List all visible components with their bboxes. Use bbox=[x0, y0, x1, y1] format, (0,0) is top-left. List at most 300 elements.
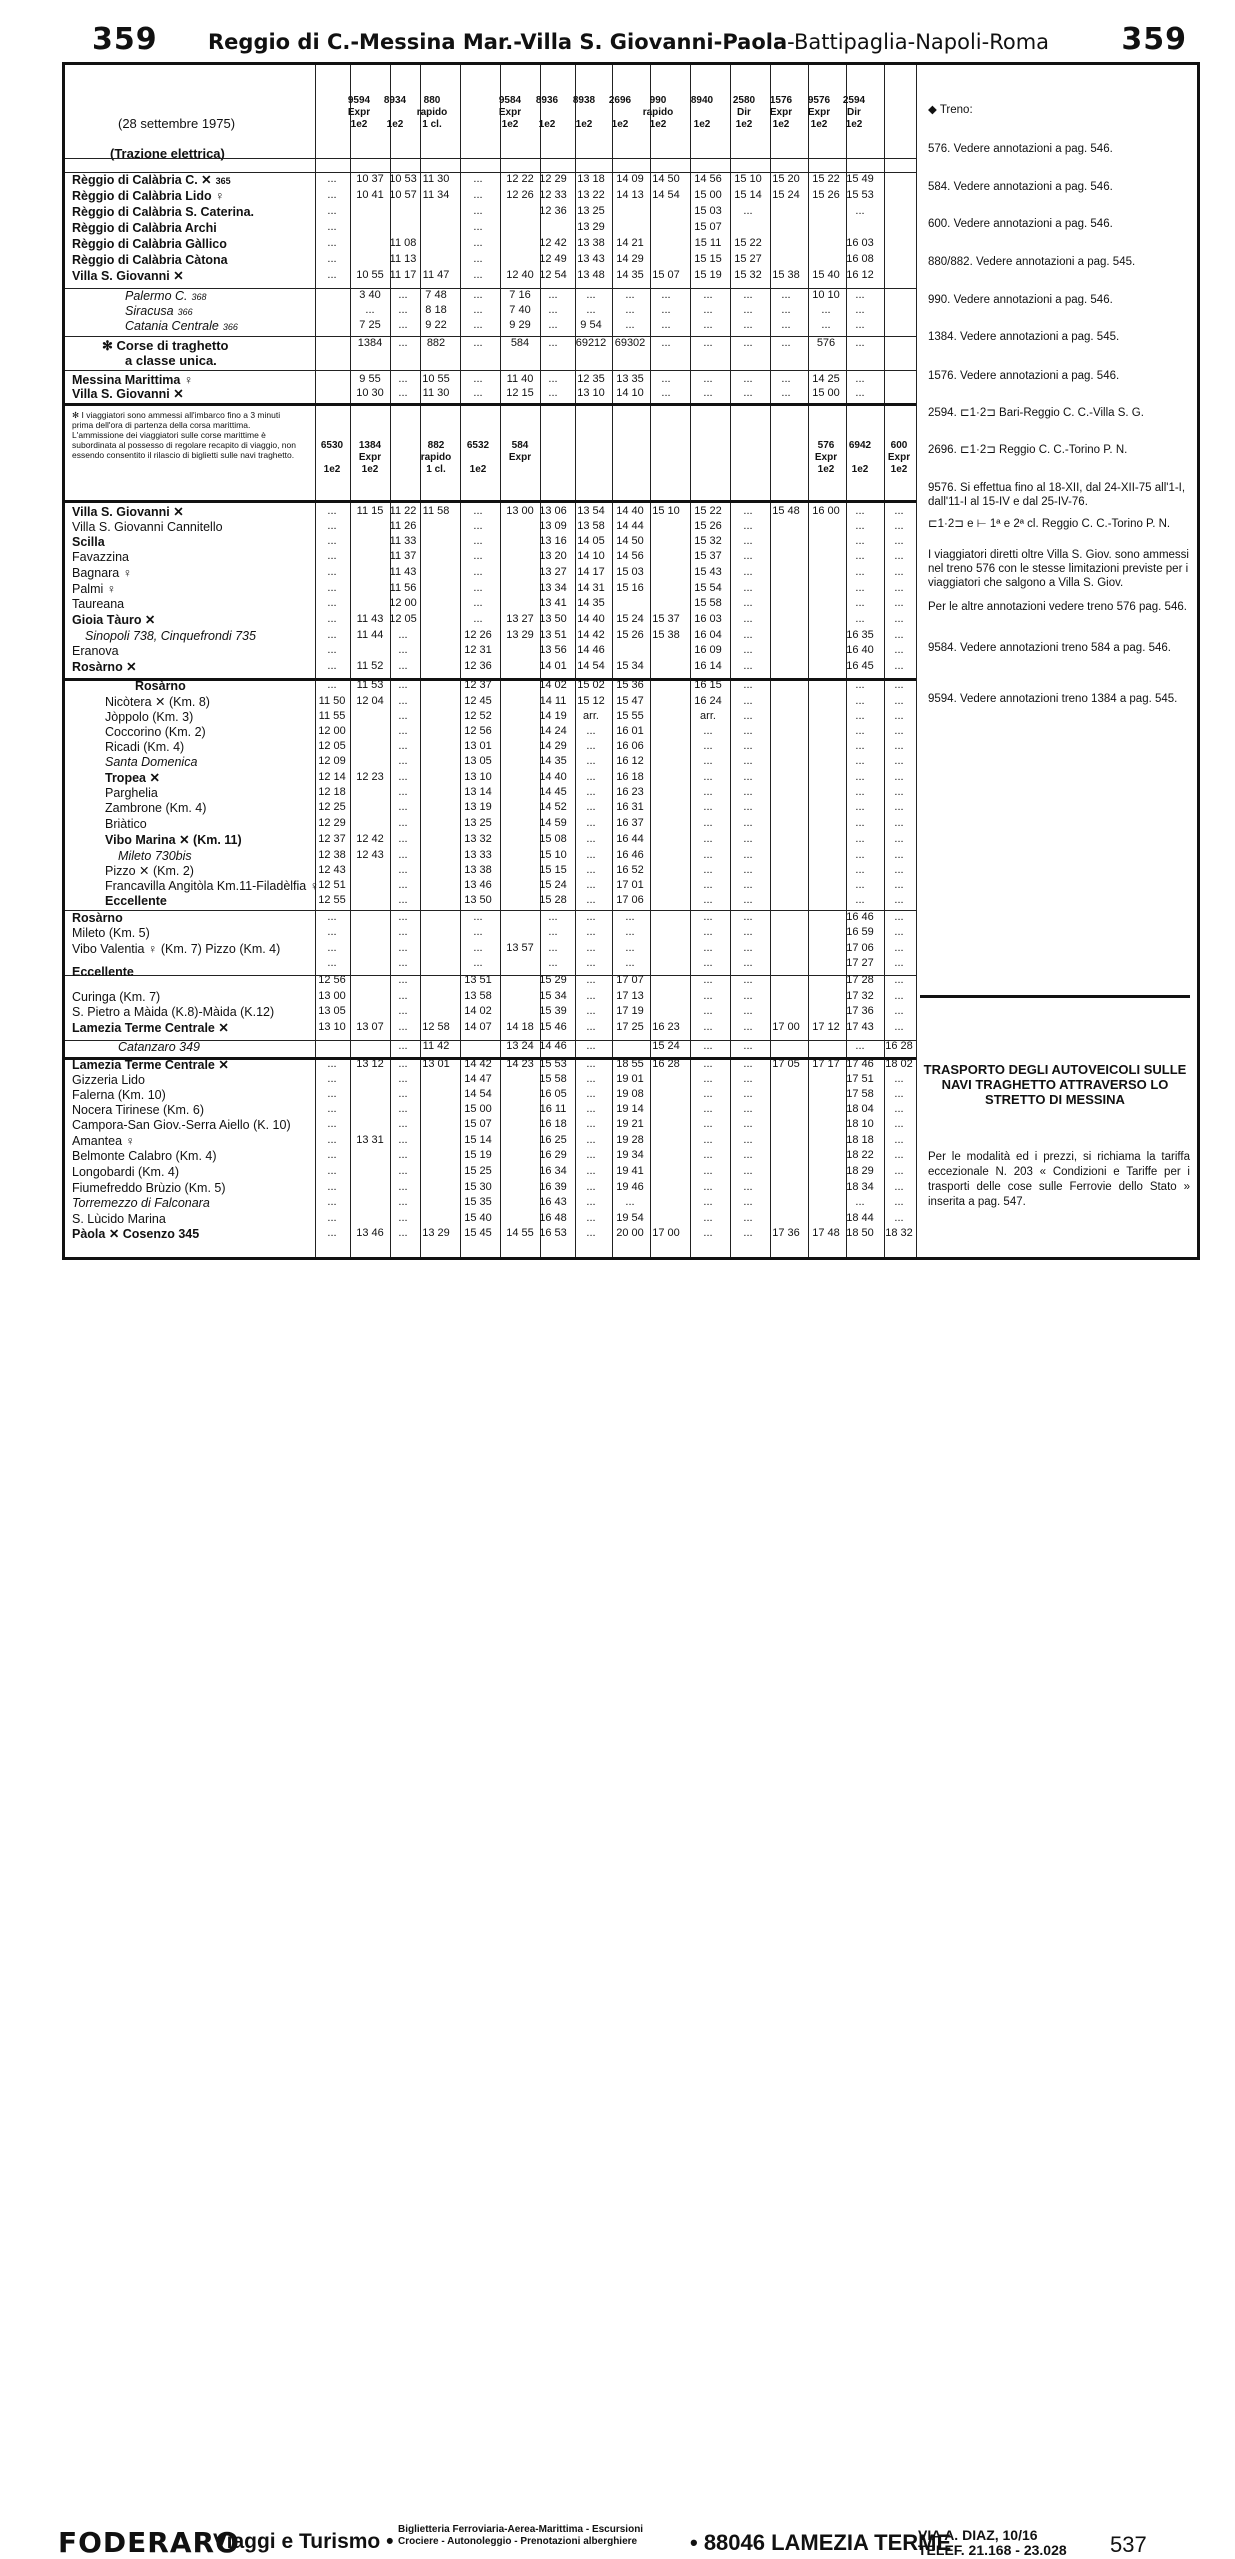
time-cell: ... bbox=[703, 1058, 713, 1070]
time-cell: ... bbox=[855, 894, 865, 906]
time-cell: ... bbox=[661, 337, 671, 349]
time-cell: ... bbox=[743, 990, 753, 1002]
time-cell: 10 53 bbox=[389, 173, 417, 185]
time-cell: ... bbox=[743, 817, 753, 829]
train-no: 880 bbox=[423, 95, 441, 106]
time-cell: 14 40 bbox=[539, 771, 567, 783]
time-cell: 15 37 bbox=[694, 550, 722, 562]
train-cls: 1e2 bbox=[611, 119, 629, 130]
time-cell: 13 33 bbox=[464, 849, 492, 861]
time-cell: 16 01 bbox=[616, 725, 644, 737]
time-cell: ... bbox=[473, 520, 483, 532]
time-cell: ... bbox=[855, 373, 865, 385]
station-label: Nocera Tirinese (Km. 6) bbox=[72, 1103, 204, 1117]
train-cat bbox=[375, 107, 415, 119]
time-cell: 16 43 bbox=[539, 1196, 567, 1208]
note-text: 990. Vedere annotazioni a pag. 546. bbox=[928, 294, 1113, 306]
time-cell: 12 36 bbox=[539, 205, 567, 217]
station-name bbox=[72, 1118, 291, 1132]
time-cell: ... bbox=[743, 1212, 753, 1224]
time-cell: 16 40 bbox=[846, 644, 874, 656]
time-cell: 12 55 bbox=[318, 894, 346, 906]
time-cell: ... bbox=[855, 613, 865, 625]
time-cell: 14 05 bbox=[577, 535, 605, 547]
station-label: Torremezzo di Falconara bbox=[72, 1196, 210, 1210]
station-label: Favazzina bbox=[72, 550, 129, 564]
time-cell: 16 35 bbox=[846, 629, 874, 641]
time-cell: ... bbox=[743, 373, 753, 385]
train-header bbox=[761, 95, 801, 131]
station-name bbox=[72, 173, 231, 188]
time-cell: 13 18 bbox=[577, 173, 605, 185]
time-cell: ... bbox=[894, 535, 904, 547]
time-cell: 11 15 bbox=[356, 505, 384, 517]
time-cell: ... bbox=[327, 582, 337, 594]
time-cell: ... bbox=[855, 550, 865, 562]
station-name bbox=[72, 1149, 217, 1163]
train-cls: 1e2 bbox=[361, 464, 379, 475]
time-cell: 18 29 bbox=[846, 1165, 874, 1177]
time-cell: ... bbox=[548, 957, 558, 969]
time-cell: ... bbox=[894, 786, 904, 798]
time-cell: 12 00 bbox=[318, 725, 346, 737]
time-cell: ... bbox=[743, 1103, 753, 1115]
time-cell: 11 34 bbox=[422, 189, 450, 201]
station-label: Catanzaro 349 bbox=[118, 1040, 201, 1054]
train-header bbox=[638, 95, 678, 131]
train-no: 1384 bbox=[358, 440, 382, 451]
time-cell: 15 10 bbox=[539, 849, 567, 861]
station-name bbox=[72, 1103, 204, 1117]
footer-city: • 88046 LAMEZIA TERME bbox=[690, 2530, 952, 2555]
train-no: 990 bbox=[649, 95, 667, 106]
train-cat: Expr bbox=[807, 107, 831, 118]
time-cell: ... bbox=[327, 1165, 337, 1177]
time-cell: 12 38 bbox=[318, 849, 346, 861]
time-cell: 11 08 bbox=[389, 237, 417, 249]
time-cell: 13 51 bbox=[464, 974, 492, 986]
station-label: S. Lùcido Marina bbox=[72, 1212, 166, 1226]
time-cell: ... bbox=[855, 289, 865, 301]
time-cell: 11 37 bbox=[389, 550, 417, 562]
time-cell: ... bbox=[586, 1196, 596, 1208]
time-cell: ... bbox=[586, 725, 596, 737]
time-cell: ... bbox=[743, 710, 753, 722]
time-cell: ... bbox=[625, 1196, 635, 1208]
time-cell: 13 27 bbox=[506, 613, 534, 625]
time-cell: ... bbox=[327, 1134, 337, 1146]
time-cell: 11 44 bbox=[356, 629, 384, 641]
time-cell: ... bbox=[894, 1196, 904, 1208]
time-cell: ... bbox=[327, 660, 337, 672]
time-cell: ... bbox=[398, 849, 408, 861]
time-cell: ... bbox=[743, 911, 753, 923]
time-cell: ... bbox=[894, 1021, 904, 1033]
time-cell: 16 31 bbox=[616, 801, 644, 813]
station-name bbox=[72, 597, 124, 611]
station-name bbox=[118, 1040, 200, 1054]
station-name bbox=[105, 725, 206, 739]
time-cell: ... bbox=[586, 1149, 596, 1161]
station-label: Jòppolo (Km. 3) bbox=[105, 710, 194, 724]
note-text: 584. Vedere annotazioni a pag. 546. bbox=[928, 181, 1113, 193]
time-cell: 14 35 bbox=[616, 269, 644, 281]
time-cell: 15 40 bbox=[812, 269, 840, 281]
time-cell: ... bbox=[743, 644, 753, 656]
time-cell: ... bbox=[703, 725, 713, 737]
time-cell: 16 05 bbox=[539, 1088, 567, 1100]
station-name bbox=[105, 786, 158, 800]
time-cell: 15 30 bbox=[464, 1181, 492, 1193]
row-divider bbox=[65, 403, 916, 406]
station-name bbox=[135, 679, 186, 693]
time-cell: ... bbox=[398, 771, 408, 783]
time-cell: ... bbox=[855, 1196, 865, 1208]
time-cell: 12 33 bbox=[539, 189, 567, 201]
station-name bbox=[72, 373, 193, 387]
time-cell: 15 07 bbox=[464, 1118, 492, 1130]
time-cell: ... bbox=[743, 1196, 753, 1208]
time-cell: ... bbox=[894, 550, 904, 562]
time-cell: 13 32 bbox=[464, 833, 492, 845]
train-cls: 1e2 bbox=[772, 119, 790, 130]
time-cell: ... bbox=[327, 221, 337, 233]
footer-services bbox=[398, 2524, 643, 2548]
time-cell: 15 14 bbox=[734, 189, 762, 201]
station-label: Falerna (Km. 10) bbox=[72, 1088, 166, 1102]
time-cell: 14 42 bbox=[577, 629, 605, 641]
station-label: Règgio di Calàbria S. Caterina. bbox=[72, 205, 254, 219]
time-cell: 14 54 bbox=[464, 1088, 492, 1100]
time-cell: ... bbox=[398, 786, 408, 798]
time-cell: 16 18 bbox=[616, 771, 644, 783]
station-name bbox=[118, 849, 192, 863]
time-cell: ... bbox=[894, 771, 904, 783]
note-text: 2594. ⊏1·2⊐ Bari-Reggio C. C.-Villa S. G. bbox=[928, 407, 1144, 419]
time-cell: 16 34 bbox=[539, 1165, 567, 1177]
train-header bbox=[527, 95, 567, 131]
time-cell: ... bbox=[473, 597, 483, 609]
time-cell: ... bbox=[548, 387, 558, 399]
time-cell: ... bbox=[398, 1021, 408, 1033]
time-cell: 13 38 bbox=[577, 237, 605, 249]
time-cell: ... bbox=[327, 189, 337, 201]
time-cell: 17 51 bbox=[846, 1073, 874, 1085]
time-cell: ... bbox=[398, 1134, 408, 1146]
time-cell: ... bbox=[703, 1196, 713, 1208]
time-cell: 15 20 bbox=[772, 173, 800, 185]
time-cell: 13 38 bbox=[464, 864, 492, 876]
station-name bbox=[72, 942, 280, 956]
note-text: Per le altre annotazioni vedere treno 576 pag. 546. bbox=[928, 601, 1187, 613]
station-name bbox=[72, 1058, 229, 1072]
time-cell: 15 27 bbox=[734, 253, 762, 265]
time-cell: ... bbox=[894, 894, 904, 906]
time-cell: 16 09 bbox=[694, 644, 722, 656]
time-cell: 14 54 bbox=[577, 660, 605, 672]
train-cat: rapido bbox=[420, 452, 452, 463]
footer-via: VIA A. DIAZ, 10/16 bbox=[918, 2527, 1038, 2543]
time-cell: 14 11 bbox=[539, 695, 567, 707]
time-cell: 14 02 bbox=[539, 679, 567, 691]
time-cell: 15 54 bbox=[694, 582, 722, 594]
time-cell: ... bbox=[398, 1165, 408, 1177]
time-cell: ... bbox=[894, 1212, 904, 1224]
time-cell: 14 23 bbox=[506, 1058, 534, 1070]
time-cell: 15 34 bbox=[616, 660, 644, 672]
time-cell: ... bbox=[586, 911, 596, 923]
time-cell: 12 05 bbox=[318, 740, 346, 752]
time-cell: ... bbox=[586, 1021, 596, 1033]
time-cell: ... bbox=[743, 1149, 753, 1161]
time-cell: 15 00 bbox=[812, 387, 840, 399]
note-text: ⊏1·2⊐ e ⊢ 1ª e 2ª cl. Reggio C. C.-Torino P. N. bbox=[928, 518, 1171, 530]
time-cell: 14 21 bbox=[616, 237, 644, 249]
time-cell: ... bbox=[398, 1181, 408, 1193]
station-label: Villa S. Giovanni ✕ bbox=[72, 269, 184, 283]
time-cell: ... bbox=[625, 926, 635, 938]
time-cell: 14 40 bbox=[577, 613, 605, 625]
time-cell: ... bbox=[473, 253, 483, 265]
note-text: 1384. Vedere annotazioni a pag. 545. bbox=[928, 331, 1120, 343]
time-cell: 13 16 bbox=[539, 535, 567, 547]
time-cell: ... bbox=[703, 740, 713, 752]
time-cell: ... bbox=[855, 710, 865, 722]
train-cls: 1e2 bbox=[890, 464, 908, 475]
time-cell: 11 47 bbox=[422, 269, 450, 281]
time-cell: 17 00 bbox=[652, 1227, 680, 1239]
time-cell: 13 46 bbox=[356, 1227, 384, 1239]
time-cell: 11 56 bbox=[389, 582, 417, 594]
station-label: Amantea ♀ bbox=[72, 1134, 135, 1148]
train-cls: 1 cl. bbox=[422, 119, 442, 130]
station-label: Curinga (Km. 7) bbox=[72, 990, 161, 1004]
train-no: 584 bbox=[511, 440, 529, 451]
time-cell: 69302 bbox=[614, 337, 646, 349]
time-cell: 14 10 bbox=[616, 387, 644, 399]
time-cell: ... bbox=[327, 550, 337, 562]
station-name bbox=[72, 189, 224, 203]
time-cell: ... bbox=[398, 755, 408, 767]
station-name bbox=[105, 740, 184, 754]
time-cell: ... bbox=[327, 520, 337, 532]
time-cell: 15 26 bbox=[616, 629, 644, 641]
station-label: Villa S. Giovanni Cannitello bbox=[72, 520, 223, 534]
time-cell: 16 53 bbox=[539, 1227, 567, 1239]
time-cell: ... bbox=[703, 1040, 713, 1052]
station-name bbox=[72, 1196, 210, 1210]
time-cell: ... bbox=[703, 1134, 713, 1146]
time-cell: 16 12 bbox=[616, 755, 644, 767]
time-cell: 16 11 bbox=[539, 1103, 567, 1115]
time-cell: ... bbox=[855, 817, 865, 829]
time-cell: ... bbox=[855, 535, 865, 547]
station-label: Bagnara ♀ bbox=[72, 566, 133, 580]
time-cell: ... bbox=[703, 1103, 713, 1115]
time-cell: 15 15 bbox=[694, 253, 722, 265]
time-cell: ... bbox=[398, 695, 408, 707]
time-cell: 15 25 bbox=[464, 1165, 492, 1177]
time-cell: 13 25 bbox=[464, 817, 492, 829]
time-cell: 12 18 bbox=[318, 786, 346, 798]
time-cell: 19 14 bbox=[616, 1103, 644, 1115]
time-cell: ... bbox=[743, 660, 753, 672]
time-cell: ... bbox=[743, 304, 753, 316]
station-name bbox=[72, 505, 184, 519]
station-km: 366 bbox=[222, 322, 238, 332]
time-cell: 16 59 bbox=[846, 926, 874, 938]
time-cell: ... bbox=[894, 833, 904, 845]
time-cell: 14 45 bbox=[539, 786, 567, 798]
time-cell: 12 58 bbox=[422, 1021, 450, 1033]
train-cls: 1 cl. bbox=[426, 464, 446, 475]
page-number-right: 359 bbox=[1121, 22, 1187, 57]
time-cell: ... bbox=[894, 520, 904, 532]
time-cell: ... bbox=[743, 520, 753, 532]
time-cell: ... bbox=[894, 1165, 904, 1177]
time-cell: 11 17 bbox=[389, 269, 417, 281]
time-cell: ... bbox=[703, 289, 713, 301]
time-cell: 12 29 bbox=[318, 817, 346, 829]
time-cell: ... bbox=[743, 1227, 753, 1239]
time-cell: ... bbox=[743, 894, 753, 906]
time-cell: ... bbox=[855, 582, 865, 594]
time-cell: 16 12 bbox=[846, 269, 874, 281]
time-cell: ... bbox=[894, 942, 904, 954]
time-cell: 17 06 bbox=[846, 942, 874, 954]
train-no bbox=[450, 95, 490, 107]
time-cell: ... bbox=[743, 1088, 753, 1100]
time-cell: 16 25 bbox=[539, 1134, 567, 1146]
time-cell: 15 24 bbox=[616, 613, 644, 625]
time-cell: ... bbox=[703, 849, 713, 861]
time-cell: ... bbox=[821, 304, 831, 316]
station-name bbox=[72, 1181, 226, 1195]
station-name bbox=[72, 1165, 179, 1179]
time-cell: 13 22 bbox=[577, 189, 605, 201]
station-label: Règgio di Calàbria Gàllico bbox=[72, 237, 227, 251]
train-cat bbox=[682, 107, 722, 119]
time-cell: ... bbox=[781, 373, 791, 385]
time-cell: 15 22 bbox=[734, 237, 762, 249]
time-cell: 13 27 bbox=[539, 566, 567, 578]
time-cell: ... bbox=[586, 1165, 596, 1177]
footer-subtitle: Viaggi e Turismo • bbox=[213, 2530, 394, 2553]
time-cell: 11 22 bbox=[389, 505, 417, 517]
time-cell: 11 43 bbox=[389, 566, 417, 578]
train-cls bbox=[500, 464, 540, 476]
footer-tel: TELEF. 21.168 - 23.028 bbox=[918, 2542, 1067, 2558]
time-cell: 13 09 bbox=[539, 520, 567, 532]
time-cell: 15 48 bbox=[772, 505, 800, 517]
time-cell: 16 18 bbox=[539, 1118, 567, 1130]
time-cell: ... bbox=[586, 990, 596, 1002]
time-cell: 19 34 bbox=[616, 1149, 644, 1161]
time-cell: 10 55 bbox=[356, 269, 384, 281]
time-cell: 17 19 bbox=[616, 1005, 644, 1017]
time-cell: ... bbox=[703, 926, 713, 938]
time-cell: 14 01 bbox=[539, 660, 567, 672]
time-cell: ... bbox=[703, 817, 713, 829]
time-cell: ... bbox=[625, 319, 635, 331]
time-cell: 17 05 bbox=[772, 1058, 800, 1070]
time-cell: 15 35 bbox=[464, 1196, 492, 1208]
train-cat: Dir bbox=[737, 107, 751, 118]
time-cell: ... bbox=[625, 942, 635, 954]
time-cell: ... bbox=[703, 771, 713, 783]
train-cls: 1e2 bbox=[817, 464, 835, 475]
time-cell: 17 32 bbox=[846, 990, 874, 1002]
time-cell: ... bbox=[743, 879, 753, 891]
time-cell: ... bbox=[894, 582, 904, 594]
time-cell: ... bbox=[586, 1103, 596, 1115]
time-cell: 7 40 bbox=[509, 304, 531, 316]
time-cell: 15 24 bbox=[539, 879, 567, 891]
station-name bbox=[72, 1134, 135, 1148]
station-label: Rosàrno bbox=[72, 911, 123, 925]
train-header bbox=[834, 95, 874, 131]
train-cls: 1e2 bbox=[735, 119, 753, 130]
station-name bbox=[72, 205, 254, 219]
station-name bbox=[72, 1021, 229, 1035]
time-cell: 13 25 bbox=[577, 205, 605, 217]
time-cell: 13 14 bbox=[464, 786, 492, 798]
time-cell: ... bbox=[473, 387, 483, 399]
station-label: Fiumefreddo Brùzio (Km. 5) bbox=[72, 1181, 226, 1195]
time-cell: ... bbox=[894, 725, 904, 737]
time-cell: ... bbox=[894, 566, 904, 578]
time-cell: ... bbox=[586, 1073, 596, 1085]
time-cell: 19 41 bbox=[616, 1165, 644, 1177]
time-cell: 17 17 bbox=[812, 1058, 840, 1070]
time-cell: ... bbox=[703, 1149, 713, 1161]
time-cell: ... bbox=[894, 740, 904, 752]
time-cell: ... bbox=[703, 1181, 713, 1193]
time-cell: ... bbox=[548, 319, 558, 331]
time-cell: ... bbox=[894, 1073, 904, 1085]
time-cell: ... bbox=[473, 337, 483, 349]
time-cell: ... bbox=[894, 695, 904, 707]
train-cat: Expr bbox=[769, 107, 793, 118]
time-cell: ... bbox=[398, 942, 408, 954]
time-cell: ... bbox=[473, 304, 483, 316]
station-name bbox=[72, 1088, 166, 1102]
time-cell: ... bbox=[855, 319, 865, 331]
time-cell: 15 47 bbox=[616, 695, 644, 707]
time-cell: ... bbox=[586, 1088, 596, 1100]
time-cell: 15 15 bbox=[539, 864, 567, 876]
time-cell: ... bbox=[703, 911, 713, 923]
station-label: Scilla bbox=[72, 535, 105, 549]
time-cell: ... bbox=[625, 957, 635, 969]
time-cell: 15 07 bbox=[652, 269, 680, 281]
time-cell: arr. bbox=[700, 710, 716, 722]
time-cell: 14 29 bbox=[539, 740, 567, 752]
time-cell: 15 10 bbox=[734, 173, 762, 185]
time-cell: 17 28 bbox=[846, 974, 874, 986]
time-cell: 11 30 bbox=[422, 173, 450, 185]
train-cls: 1e2 bbox=[469, 464, 487, 475]
time-cell: 18 32 bbox=[885, 1227, 913, 1239]
time-cell: ... bbox=[327, 535, 337, 547]
time-cell: 16 23 bbox=[652, 1021, 680, 1033]
train-no: 2696 bbox=[608, 95, 632, 106]
time-cell: 11 42 bbox=[422, 1040, 450, 1052]
time-cell: ... bbox=[398, 304, 408, 316]
time-cell: 14 24 bbox=[539, 725, 567, 737]
time-cell: 7 48 bbox=[425, 289, 447, 301]
time-cell: ... bbox=[398, 1118, 408, 1130]
